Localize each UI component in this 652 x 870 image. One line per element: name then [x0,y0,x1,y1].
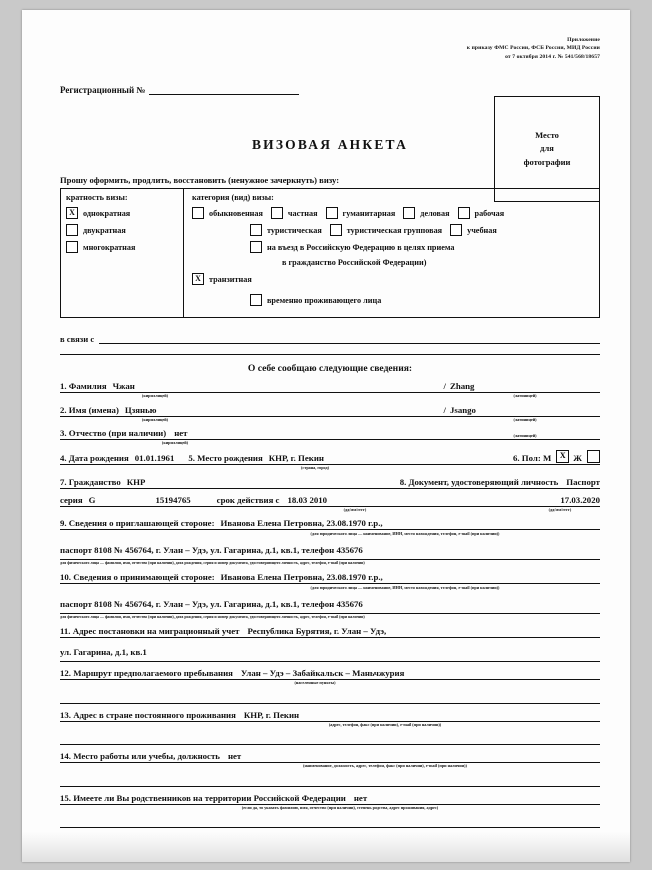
field-7-8-row [60,475,600,489]
field-12-label: 12. Маршрут предполагаемого пребывания [60,667,233,678]
field-13-label: 13. Адрес в стране постоянного проживания [60,709,236,720]
field-1-surname [60,379,600,393]
field-2-value-latin[interactable]: Jsango [450,404,476,415]
option-label: транзитная [209,274,252,284]
option-label: на въезд в Российскую Федерацию в целях приема [267,242,455,252]
checkbox-icon[interactable]: X [192,273,204,285]
document-header [60,36,600,61]
checkbox-icon[interactable] [250,241,262,253]
category-header: категория (вид) визы: [192,193,274,203]
checkbox-icon[interactable] [250,224,262,236]
field-14-label: 14. Место работы или учебы, должность [60,751,220,762]
field-10-line-2 [60,594,600,614]
option-label: двукратная [83,225,126,235]
field-6-female-label: Ж [573,453,582,463]
checkbox-option-double[interactable] [66,224,178,236]
caption-work-details: (наименование, должность, адрес, телефон, факс (при наличии), e-mail (при наличии)) [303,763,467,769]
header-line-2: к приказу ФМС России, ФСБ России, МИД России [466,45,600,52]
field-3-label: 3. Отчество (при наличии) [60,428,167,439]
field-9-value[interactable]: Иванова Елена Петровна, 23.08.1970 г.р., [220,518,383,529]
document-number-value[interactable]: 15194765 [155,494,191,505]
category-row-4 [192,273,593,285]
option-label: деловая [420,208,450,218]
field-1-label: 1. Фамилия [60,381,107,392]
series-value[interactable]: G [88,494,96,505]
checkbox-female[interactable] [587,450,600,463]
checkbox-option-private[interactable] [271,207,318,219]
validity-captions [60,508,600,513]
field-1-slash: / [443,381,446,392]
checkbox-option-work[interactable] [458,207,505,219]
field-9-caption-individual: для физического лица — фамилия, имя, отчество (при наличии), дата рождения, серия и номер документа, удостоверяющего личность, адрес, телефон, e-mail (при наличии) [60,561,365,566]
header-line-1: Приложение [567,37,600,43]
checkbox-option-humanitarian[interactable] [326,207,396,219]
visa-application-form [22,10,630,862]
caption-latin: (латиницей) [513,393,537,399]
field-6-label: 6. Пол: М [513,453,552,463]
field-2-captions [60,418,600,423]
field-8-label: 8. Документ, удостоверяющий личность [399,476,559,487]
field-3-value[interactable]: нет [174,428,188,439]
checkbox-icon[interactable] [250,294,262,306]
field-7-label: 7. Гражданство [60,476,121,487]
field-1-value-latin[interactable]: Zhang [450,381,475,392]
checkbox-icon[interactable]: X [66,207,78,219]
checkbox-icon[interactable] [66,241,78,253]
field-14-value[interactable]: нет [227,751,242,762]
in-connection-input[interactable] [99,332,600,344]
multiplicity-column [61,189,184,317]
field-15-relatives [60,791,600,805]
caption-cyrillic: (кириллицей) [141,393,169,399]
field-15-label: 15. Имеете ли Вы родственников на территории Российской Федерации [60,792,346,803]
field-10-value-2[interactable]: паспорт 8108 № 456764, г. Улан – Удэ, ул. Гагарина, д.1, кв.1, телефон 435676 [60,599,363,610]
field-13-value[interactable]: КНР, г. Пекин [243,709,300,720]
field-12-route [60,666,600,680]
validity-to-value[interactable]: 17.03.2020 [560,494,600,505]
option-label: обыкновенная [209,208,263,218]
checkbox-option-transit[interactable] [192,273,252,285]
page-title: ВИЗОВАЯ АНКЕТА [251,137,409,153]
checkbox-option-multiple[interactable] [66,241,178,253]
field-15-captions [60,806,600,811]
checkbox-option-single[interactable] [66,207,178,219]
field-14-empty-line[interactable] [60,773,600,787]
caption-country-city: (страна, город) [300,465,330,470]
field-2-slash: / [443,404,446,415]
caption-date-to: (дд/мм/гггг) [548,506,572,512]
checkbox-male[interactable]: X [556,450,569,463]
caption-address-contacts: (адрес, телефон, факс (при наличии), e-mail (при наличии)) [328,721,442,727]
category-row-3-continuation: в гражданство Российской Федерации) [282,258,427,268]
caption-latin: (латиницей) [513,416,537,422]
field-13-captions [60,723,600,728]
field-4-5-6-row [60,450,600,465]
field-14-captions [60,764,600,769]
field-9-value-2[interactable]: паспорт 8108 № 456764, г. Улан – Удэ, ул. Гагарина, д.1, кв.1, телефон 435676 [60,545,363,556]
field-4-label: 4. Дата рождения [60,453,129,463]
checkbox-icon[interactable] [458,207,470,219]
option-label: гуманитарная [342,208,396,218]
checkbox-option-ordinary[interactable] [192,207,263,219]
document-series-row [60,493,600,507]
validity-label: срок действия с [216,494,280,505]
field-3-patronymic [60,426,600,440]
field-5-value[interactable]: КНР, г. Пекин [268,453,324,463]
field-10-caption-legal: (для юридического лица — наименование, ИНН, место нахождения, телефон, e-mail (при наличии)) [310,585,500,591]
field-8-value[interactable]: Паспорт [566,476,600,487]
option-label: учебная [467,225,497,235]
field-14-workplace [60,749,600,763]
field-12-captions [60,681,600,686]
checkbox-icon[interactable] [403,207,415,219]
option-label: частная [287,208,318,218]
option-label: туристическая групповая [346,225,443,235]
about-section-title: О себе сообщаю следующие сведения: [247,363,413,375]
caption-cyrillic: (кириллицей) [141,416,169,422]
field-5-label: 5. Место рождения [188,453,263,463]
photo-line-3: фотографии [523,156,571,167]
category-row-1 [192,207,593,219]
page-fade [22,832,630,862]
checkbox-icon[interactable] [66,224,78,236]
checkbox-option-study[interactable] [450,224,497,236]
field-10-caption-individual: для физического лица — фамилия, имя, отчество (при наличии), дата рождения, серия и номер документа, удостоверяющего личность, адрес, телефон, e-mail (при наличии) [60,615,365,620]
request-line: Прошу оформить, продлить, восстановить (ненужное зачеркнуть) визу: [60,175,340,186]
caption-relatives-details: (если да, то указать фамилию, имя, отчество (при наличии), степень родства, адрес проживания, адрес) [241,804,439,810]
category-row-3 [250,241,593,253]
field-5-captions [60,466,600,471]
caption-settlements: (населенные пункты) [294,679,336,685]
field-10-label: 10. Сведения о принимающей стороне: [60,572,215,583]
multiplicity-header: кратность визы: [66,193,128,203]
field-2-name [60,403,600,417]
checkbox-icon[interactable] [330,224,342,236]
field-2-label: 2. Имя (имена) [60,404,119,415]
field-7-value[interactable]: КНР [126,476,146,487]
field-11-label: 11. Адрес постановки на миграционный учет [60,625,240,636]
option-label: туристическая [267,225,322,235]
caption-latin: (латиницей) [513,432,537,438]
field-11-registration-address [60,624,600,638]
series-label: серия [60,494,83,505]
field-3-captions [60,441,600,446]
registration-number-input[interactable] [149,83,299,95]
field-13-empty-line[interactable] [60,731,600,745]
field-15-value[interactable]: нет [353,792,368,803]
field-9-inviting-party [60,516,600,530]
in-connection-row [60,332,600,344]
caption-date-from: (дд/мм/гггг) [343,506,367,512]
checkbox-icon[interactable] [326,207,338,219]
validity-from-value[interactable]: 18.03 2010 [287,494,328,505]
category-row-5 [250,294,593,306]
visa-type-box [60,188,600,318]
option-label: многократная [83,242,136,252]
field-9-line-2 [60,540,600,560]
registration-number-label: Регистрационный № [60,85,146,96]
field-1-captions [60,394,600,399]
field-4-value[interactable]: 01.01.1961 [134,453,175,463]
checkbox-option-business[interactable] [403,207,449,219]
photo-line-2: для [540,143,554,154]
field-1-value-cyrillic[interactable]: Чжан [112,381,135,392]
form-content [60,36,600,835]
field-10-value[interactable]: Иванова Елена Петровна, 23.08.1970 г.р., [220,572,383,583]
field-13-home-address [60,708,600,722]
in-connection-label: в связи с [60,334,95,345]
field-11-line-2 [60,642,600,662]
divider [60,354,600,355]
checkbox-option-tourist-group[interactable] [330,224,442,236]
photo-placeholder[interactable] [494,96,600,202]
field-9-label: 9. Сведения о приглашающей стороне: [60,518,215,529]
field-10-host-party [60,570,600,584]
option-label: рабочая [474,208,505,218]
checkbox-icon[interactable] [271,207,283,219]
field-11-value-2[interactable]: ул. Гагарина, д.1, кв.1 [60,646,147,657]
field-12-empty-line[interactable] [60,690,600,704]
field-12-value[interactable]: Улан – Удэ – Забайкальск – Маньчжурия [240,667,405,678]
field-11-value[interactable]: Республика Бурятия, г. Улан – Удэ, [247,625,387,636]
checkbox-option-tourist[interactable] [250,224,322,236]
option-label: однократная [83,208,131,218]
header-line-3: от 7 октября 2014 г. № 541/568/18657 [505,53,600,60]
caption-cyrillic: (кириллицей) [161,440,189,446]
photo-line-1: Место [535,129,559,140]
checkbox-icon[interactable] [192,207,204,219]
option-label: временно проживающего лица [267,295,382,305]
checkbox-option-citizenship-entry[interactable] [250,241,454,253]
field-9-caption-legal: (для юридического лица — наименование, ИНН, место нахождения, телефон, e-mail (при наличии)) [310,531,500,537]
category-row-2 [250,224,593,236]
field-15-empty-line[interactable] [60,814,600,828]
checkbox-icon[interactable] [450,224,462,236]
field-2-value-cyrillic[interactable]: Цзянью [124,404,157,415]
category-column [184,189,599,317]
checkbox-option-temporary-resident[interactable] [250,294,381,306]
registration-number-row [60,83,600,95]
